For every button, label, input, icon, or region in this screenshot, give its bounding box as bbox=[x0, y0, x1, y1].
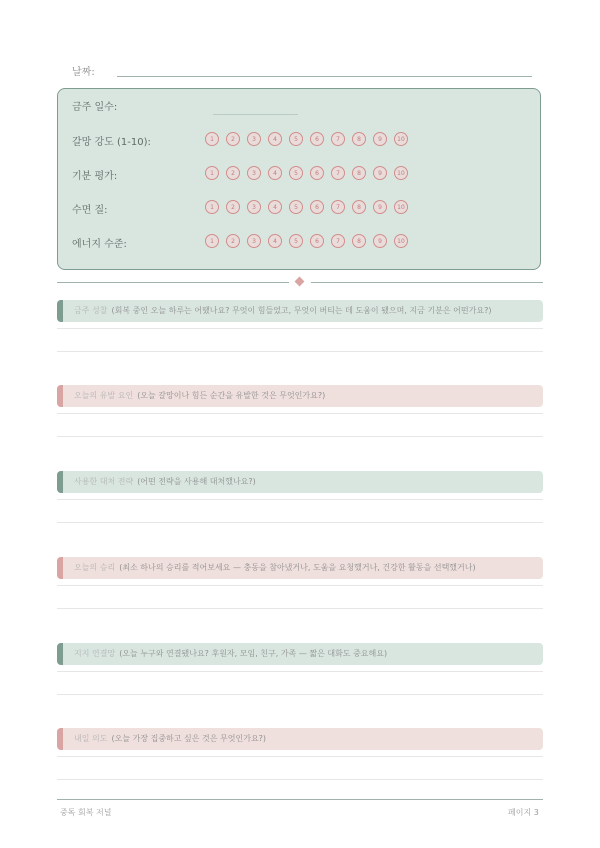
section-header bbox=[57, 300, 543, 322]
rating-circle-3[interactable]: 3 bbox=[247, 132, 261, 146]
section-accent-bar bbox=[57, 385, 63, 407]
section-prompt: (최소 하나의 승리를 적어보세요 — 충동을 참아냈거나, 도움을 요청했거나, 건강한 활동을 선택했거나) bbox=[119, 563, 476, 572]
section-accent-bar bbox=[57, 471, 63, 493]
rating-circle-1[interactable]: 1 bbox=[205, 200, 219, 214]
section-prompt: (오늘 누구와 연결됐나요? 후원자, 모임, 친구, 가족 — 짧은 대화도 중요해요) bbox=[119, 649, 388, 658]
section-prompt: (회복 중인 오늘 하루는 어땠나요? 무엇이 힘들었고, 무엇이 버티는 데 도움이 됐으며, 지금 기분은 어떤가요?) bbox=[111, 306, 492, 315]
rating-circle-9[interactable]: 9 bbox=[373, 166, 387, 180]
rating-circle-2[interactable]: 2 bbox=[226, 166, 240, 180]
writing-line[interactable] bbox=[57, 436, 543, 437]
section-header bbox=[57, 728, 543, 750]
writing-line[interactable] bbox=[57, 499, 543, 500]
rating-circle-8[interactable]: 8 bbox=[352, 132, 366, 146]
craving-label: 갈망 강도 (1-10): bbox=[72, 137, 151, 148]
section-header bbox=[57, 643, 543, 665]
section-prompt: (어떤 전략을 사용해 대처했나요?) bbox=[137, 477, 256, 486]
sleep-label: 수면 질: bbox=[72, 205, 108, 216]
rating-circle-1[interactable]: 1 bbox=[205, 234, 219, 248]
footer-title: 중독 회복 저널 bbox=[60, 808, 112, 817]
writing-line[interactable] bbox=[57, 413, 543, 414]
section-heading bbox=[74, 733, 266, 744]
mood-scale bbox=[205, 166, 408, 180]
rating-circle-5[interactable]: 5 bbox=[289, 132, 303, 146]
section-title: 금주 성찰 bbox=[74, 306, 108, 315]
rating-circle-7[interactable]: 7 bbox=[331, 166, 345, 180]
writing-line[interactable] bbox=[57, 779, 543, 780]
mood-label: 기분 평가: bbox=[72, 171, 118, 182]
rating-circle-7[interactable]: 7 bbox=[331, 132, 345, 146]
section-title: 오늘의 유발 요인 bbox=[74, 391, 134, 400]
writing-line[interactable] bbox=[57, 328, 543, 329]
energy-label: 에너지 수준: bbox=[72, 239, 127, 250]
section-title: 사용한 대처 전략 bbox=[74, 477, 134, 486]
rating-circle-5[interactable]: 5 bbox=[289, 200, 303, 214]
rating-circle-9[interactable]: 9 bbox=[373, 234, 387, 248]
date-label: 날짜: bbox=[72, 67, 95, 78]
rating-circle-9[interactable]: 9 bbox=[373, 132, 387, 146]
daily-tracker-box bbox=[57, 88, 541, 270]
sleep-scale bbox=[205, 200, 408, 214]
section-header bbox=[57, 385, 543, 407]
rating-circle-3[interactable]: 3 bbox=[247, 166, 261, 180]
section-header bbox=[57, 557, 543, 579]
rating-circle-2[interactable]: 2 bbox=[226, 132, 240, 146]
section-heading bbox=[74, 562, 476, 573]
section-prompt: (오늘 가장 집중하고 싶은 것은 무엇인가요?) bbox=[111, 734, 267, 743]
rating-circle-3[interactable]: 3 bbox=[247, 200, 261, 214]
craving-scale bbox=[205, 132, 408, 146]
rating-circle-10[interactable]: 10 bbox=[394, 166, 408, 180]
section-accent-bar bbox=[57, 643, 63, 665]
writing-line[interactable] bbox=[57, 351, 543, 352]
rating-circle-3[interactable]: 3 bbox=[247, 234, 261, 248]
section-heading bbox=[74, 305, 491, 316]
writing-line[interactable] bbox=[57, 756, 543, 757]
divider-left bbox=[57, 282, 289, 283]
rating-circle-1[interactable]: 1 bbox=[205, 166, 219, 180]
rating-circle-4[interactable]: 4 bbox=[268, 166, 282, 180]
section-heading bbox=[74, 390, 325, 401]
footer-divider bbox=[57, 799, 543, 800]
section-title: 지지 연결망 bbox=[74, 649, 116, 658]
sober-days-label: 금주 일수: bbox=[72, 102, 118, 113]
section-prompt: (오늘 갈망이나 힘든 순간을 유발한 것은 무엇인가요?) bbox=[137, 391, 326, 400]
section-title: 내일 의도 bbox=[74, 734, 108, 743]
section-accent-bar bbox=[57, 557, 63, 579]
writing-line[interactable] bbox=[57, 522, 543, 523]
rating-circle-8[interactable]: 8 bbox=[352, 200, 366, 214]
writing-line[interactable] bbox=[57, 585, 543, 586]
rating-circle-9[interactable]: 9 bbox=[373, 200, 387, 214]
rating-circle-6[interactable]: 6 bbox=[310, 132, 324, 146]
rating-circle-8[interactable]: 8 bbox=[352, 166, 366, 180]
divider-right bbox=[311, 282, 543, 283]
rating-circle-2[interactable]: 2 bbox=[226, 200, 240, 214]
rating-circle-5[interactable]: 5 bbox=[289, 166, 303, 180]
rating-circle-10[interactable]: 10 bbox=[394, 234, 408, 248]
section-heading bbox=[74, 648, 387, 659]
rating-circle-7[interactable]: 7 bbox=[331, 200, 345, 214]
rating-circle-1[interactable]: 1 bbox=[205, 132, 219, 146]
rating-circle-4[interactable]: 4 bbox=[268, 132, 282, 146]
rating-circle-10[interactable]: 10 bbox=[394, 200, 408, 214]
energy-scale bbox=[205, 234, 408, 248]
section-header bbox=[57, 471, 543, 493]
page-number: 페이지 3 bbox=[508, 808, 539, 817]
rating-circle-7[interactable]: 7 bbox=[331, 234, 345, 248]
section-accent-bar bbox=[57, 300, 63, 322]
rating-circle-5[interactable]: 5 bbox=[289, 234, 303, 248]
rating-circle-6[interactable]: 6 bbox=[310, 200, 324, 214]
rating-circle-2[interactable]: 2 bbox=[226, 234, 240, 248]
writing-line[interactable] bbox=[57, 671, 543, 672]
section-accent-bar bbox=[57, 728, 63, 750]
section-heading bbox=[74, 476, 256, 487]
rating-circle-4[interactable]: 4 bbox=[268, 200, 282, 214]
sober-days-input-line[interactable] bbox=[213, 114, 298, 115]
rating-circle-4[interactable]: 4 bbox=[268, 234, 282, 248]
divider-diamond-icon bbox=[295, 277, 305, 287]
rating-circle-6[interactable]: 6 bbox=[310, 234, 324, 248]
writing-line[interactable] bbox=[57, 694, 543, 695]
rating-circle-6[interactable]: 6 bbox=[310, 166, 324, 180]
rating-circle-8[interactable]: 8 bbox=[352, 234, 366, 248]
writing-line[interactable] bbox=[57, 608, 543, 609]
rating-circle-10[interactable]: 10 bbox=[394, 132, 408, 146]
date-input-line[interactable] bbox=[117, 76, 532, 77]
section-title: 오늘의 승리 bbox=[74, 563, 116, 572]
